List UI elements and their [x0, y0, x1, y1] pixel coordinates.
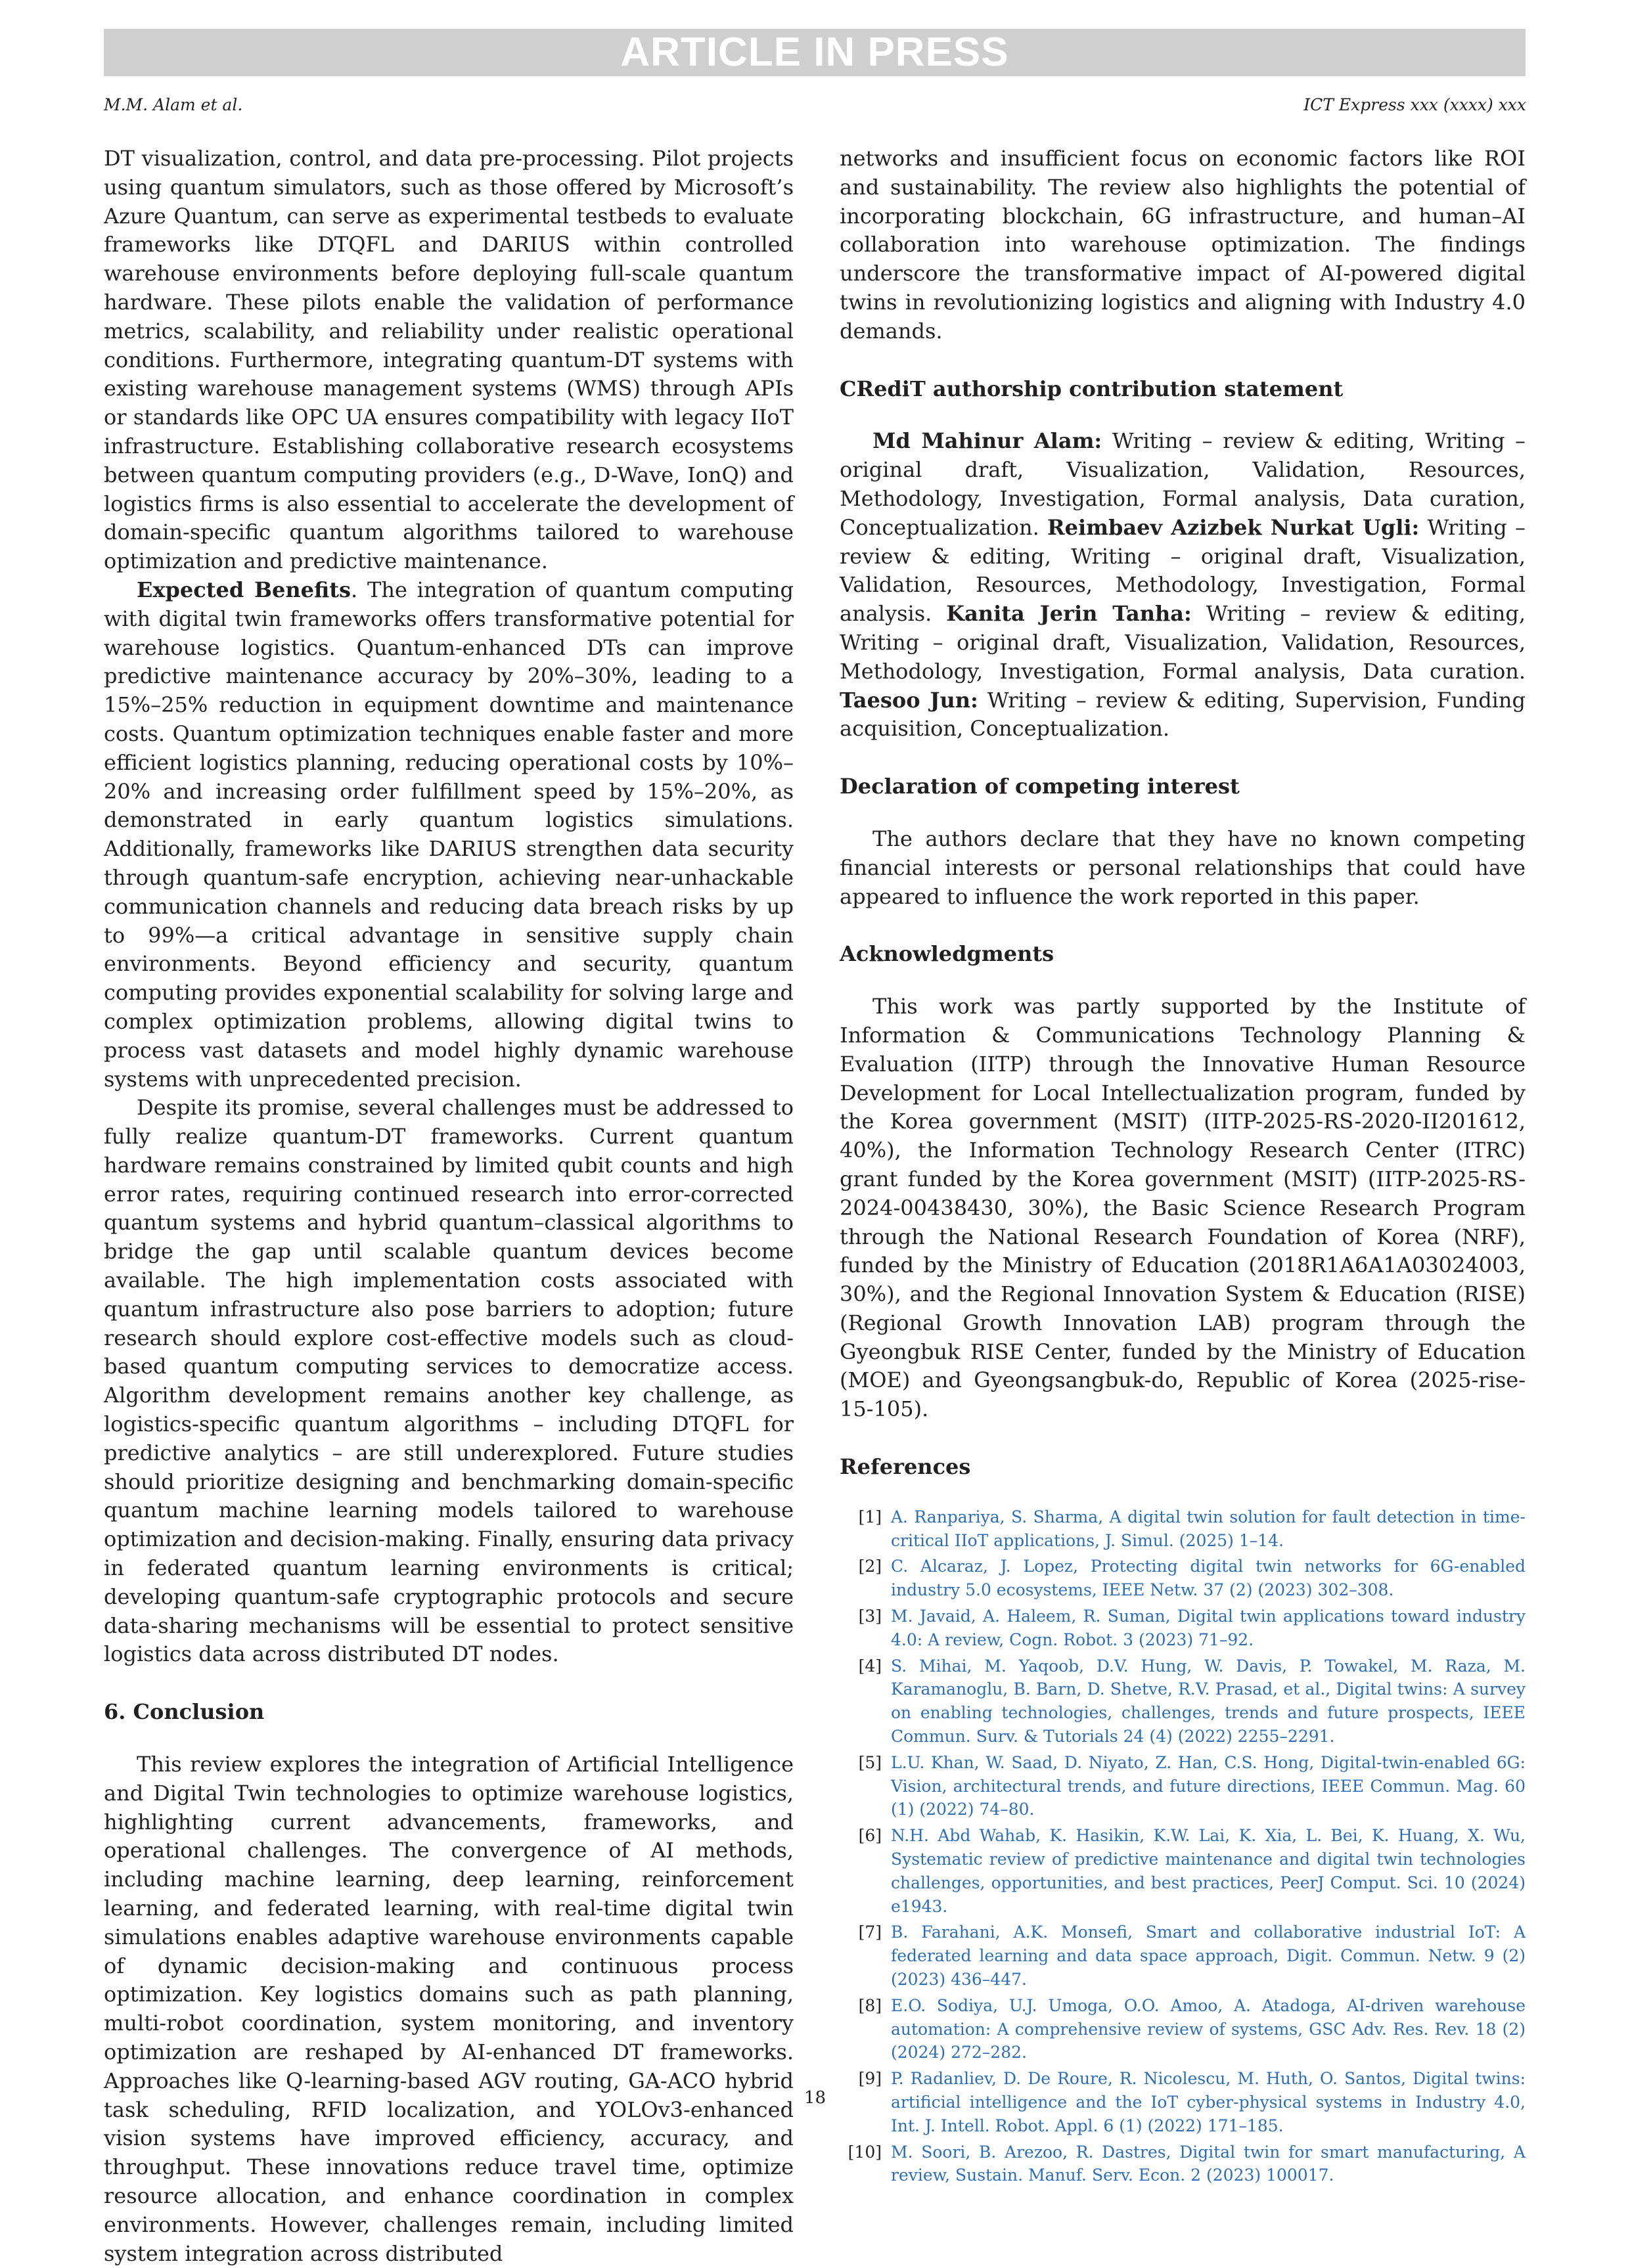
- reference-list: [840, 1505, 1526, 2187]
- reference-number: [2]: [858, 1557, 882, 1576]
- reference-item: [840, 1994, 1526, 2064]
- reference-link[interactable]: B. Farahani, A.K. Monsefi, Smart and collaborative industrial IoT: A federated learning and data space approach, Digit. Commun. Netw. 9 (2) (2023) 436–447.: [891, 1923, 1526, 1990]
- reference-link[interactable]: C. Alcaraz, J. Lopez, Protecting digital twin networks for 6G-enabled industry 5.0 ecosystems, IEEE Netw. 37 (2) (2023) 302–308.: [891, 1557, 1526, 1600]
- running-header-authors: M.M. Alam et al.: [104, 95, 243, 114]
- credit-author-roles: Writing – review & editing, Supervision, Funding acquisition, Conceptualization.: [840, 687, 1526, 742]
- page-number: 18: [804, 2088, 826, 2108]
- reference-item: [840, 1751, 1526, 1821]
- article-in-press-banner: ARTICLE IN PRESS: [104, 29, 1526, 76]
- paragraph-conclusion: This review explores the integration of Artificial Intelligence and Digital Twin technologies to optimize warehouse logistics, highlighting current advancements, frameworks, and operational challenges. The convergence of AI methods, including machine learning, deep learning, reinforcement learning, and federated learning, with real-time digital twin simulations enables adaptive warehouse environments capable of dynamic decision-making and continuous process optimization. Key logistics domains such as path planning, multi-robot coordination, system monitoring, and inventory optimization are reshaped by AI-enhanced DT frameworks. Approaches like Q-learning-based AGV routing, GA-ACO hybrid task scheduling, RFID localization, and YOLOv3-enhanced vision systems have improved efficiency, accuracy, and throughput. These innovations reduce travel time, optimize resource allocation, and enhance coordination in complex environments. However, challenges remain, including limited system integration across distributed: [104, 1752, 794, 2266]
- reference-number: [10]: [848, 2142, 882, 2162]
- reference-link[interactable]: P. Radanliev, D. De Roure, R. Nicolescu, M. Huth, O. Santos, Digital twins: artificial intelligence and the IoT cyber-physical systems in Industry 4.0, Int. J. Intell. Robot. Appl. 6 (1) (2022) 171–185.: [891, 2069, 1526, 2135]
- reference-link[interactable]: M. Soori, B. Arezoo, R. Dastres, Digital twin for smart manufacturing, A review, Sustain. Manuf. Serv. Econ. 2 (2023) 100017.: [891, 2142, 1526, 2185]
- reference-link[interactable]: S. Mihai, M. Yaqoob, D.V. Hung, W. Davis, P. Towakel, M. Raza, M. Karamanoglu, B. Barn, D. Shetve, R.V. Prasad, et al., Digital twins: A survey on enabling technologies, challenges, trends and future prospects, IEEE Commun. Surv. & Tutorials 24 (4) (2022) 2255–2291.: [891, 1656, 1526, 1746]
- section-heading-acknowledgments: Acknowledgments: [840, 941, 1054, 967]
- left-column: [104, 145, 794, 2268]
- right-column: [840, 145, 1526, 2190]
- reference-item: [840, 1655, 1526, 1748]
- section-heading-references: References: [840, 1454, 971, 1480]
- expected-benefits-text: . The integration of quantum computing with digital twin frameworks offers transformative potential for warehouse logistics. Quantum-enhanced DTs can improve predictive maintenance accuracy by 20%–30%, leading to a 15%–25% reduction in equipment downtime and maintenance costs. Quantum optimization techniques enable faster and more efficient logistics planning, reducing operational costs by 10%–20% and increasing order fulfillment speed by 15%–20%, as demonstrated in early quantum logistics simulations. Additionally, frameworks like DARIUS strengthen data security through quantum-safe encryption, achieving near-unhackable communication channels and reducing data breach risks by up to 99%—a critical advantage in sensitive supply chain environments. Beyond efficiency and security, quantum computing provides exponential scalability for solving large and complex optimization problems, allowing digital twins to process vast datasets and model highly dynamic warehouse systems with unprecedented precision.: [104, 577, 794, 1092]
- section-heading-credit: CRediT authorship contribution statement: [840, 376, 1344, 401]
- paragraph-conclusion-continued: networks and insufficient focus on economic factors like ROI and sustainability. The review also highlights the potential of incorporating blockchain, 6G infrastructure, and human–AI collaboration into warehouse optimization. The findings underscore the transformative impact of AI-powered digital twins in revolutionizing logistics and aligning with Industry 4.0 demands.: [840, 146, 1526, 344]
- paragraph-credit: [840, 427, 1526, 744]
- reference-number: [6]: [858, 1826, 882, 1846]
- paragraph-acknowledgments: This work was partly supported by the Institute of Information & Communications Technology Planning & Evaluation (IITP) through the Innovative Human Resource Development for Local Intellectualization program, funded by the Korea government (MSIT) (IITP-2025-RS-2020-II201612, 40%), the Information Technology Research Center (ITRC) grant funded by the Korea government (MSIT) (IITP-2025-RS-2024-00438430, 30%), the Basic Science Research Program through the National Research Foundation of Korea (NRF), funded by the Ministry of Education (2018R1A6A1A03024003, 30%), and the Regional Innovation System & Education (RISE) (Regional Growth Innovation LAB) program through the Gyeongbuk RISE Center, funded by the Ministry of Education (MOE) and Gyeongsangbuk-do, Republic of Korea (2025-rise-15-105).: [840, 994, 1526, 1422]
- credit-author-name: Taesoo Jun:: [840, 687, 978, 713]
- reference-number: [9]: [858, 2069, 882, 2089]
- expected-benefits-lead: Expected Benefits: [137, 577, 351, 602]
- credit-author-roles: Writing – review & editing, Writing – original draft, Visualization, Validation, Resources, Methodology, Investigation, Formal analysis.: [840, 514, 1526, 627]
- reference-link[interactable]: M. Javaid, A. Haleem, R. Suman, Digital twin applications toward industry 4.0: A review, Cogn. Robot. 3 (2023) 71–92.: [891, 1607, 1526, 1649]
- reference-link[interactable]: E.O. Sodiya, U.J. Umoga, O.O. Amoo, A. Atadoga, AI-driven warehouse automation: A comprehensive review of systems, GSC Adv. Res. Rev. 18 (2) (2024) 272–282.: [891, 1995, 1526, 2062]
- reference-link[interactable]: L.U. Khan, W. Saad, D. Niyato, Z. Han, C.S. Hong, Digital-twin-enabled 6G: Vision, architectural trends, and future directions, IEEE Commun. Mag. 60 (1) (2022) 74–80.: [891, 1752, 1526, 1819]
- reference-item: [840, 1555, 1526, 1602]
- reference-number: [4]: [858, 1656, 882, 1676]
- reference-item: [840, 1921, 1526, 1991]
- reference-number: [3]: [858, 1607, 882, 1626]
- running-header-journal: ICT Express xxx (xxxx) xxx: [1303, 95, 1526, 114]
- credit-author-name: Kanita Jerin Tanha:: [946, 601, 1192, 627]
- reference-item: [840, 1605, 1526, 1652]
- reference-item: [840, 1824, 1526, 1918]
- reference-item: [840, 2141, 1526, 2188]
- section-heading-conclusion: 6. Conclusion: [104, 1699, 265, 1725]
- reference-link[interactable]: A. Ranpariya, S. Sharma, A digital twin solution for fault detection in time-critical IIoT applications, J. Simul. (2025) 1–14.: [891, 1507, 1526, 1550]
- credit-author-roles: Writing – review & editing, Writing – original draft, Visualization, Validation, Resources, Methodology, Investigation, Formal analysis, Data curation.: [840, 601, 1526, 684]
- paragraph-pilot-projects: DT visualization, control, and data pre-processing. Pilot projects using quantum simulators, such as those offered by Microsoft’s Azure Quantum, can serve as experimental testbeds to evaluate frameworks like DTQFL and DARIUS within controlled warehouse environments before deploying full-scale quantum hardware. These pilots enable the validation of performance metrics, scalability, and reliability under realistic operational conditions. Furthermore, integrating quantum-DT systems with existing warehouse management systems (WMS) through APIs or standards like OPC UA ensures compatibility with legacy IIoT infrastructure. Establishing collaborative research ecosystems between quantum computing providers (e.g., D-Wave, IonQ) and logistics firms is also essential to accelerate the development of domain-specific quantum algorithms tailored to warehouse optimization and predictive maintenance.: [104, 146, 794, 574]
- reference-item: [840, 1505, 1526, 1553]
- credit-author-name: Reimbaev Azizbek Nurkat Ugli:: [1047, 514, 1420, 540]
- section-heading-competing-interest: Declaration of competing interest: [840, 774, 1240, 799]
- reference-number: [1]: [858, 1507, 882, 1526]
- paragraph-competing-interest: The authors declare that they have no known competing financial interests or personal relationships that could have appeared to influence the work reported in this paper.: [840, 826, 1526, 909]
- reference-link[interactable]: N.H. Abd Wahab, K. Hasikin, K.W. Lai, K. Xia, L. Bei, K. Huang, X. Wu, Systematic review of predictive maintenance and digital twin technologies challenges, opportunities, and best practices, PeerJ Comput. Sci. 10 (2024) e1943.: [891, 1826, 1526, 1916]
- reference-number: [5]: [858, 1752, 882, 1772]
- paragraph-challenges: Despite its promise, several challenges must be addressed to fully realize quantum-DT frameworks. Current quantum hardware remains constrained by limited qubit counts and high error rates, requiring continued research into error-corrected quantum systems and hybrid quantum–classical algorithms to bridge the gap until scalable quantum devices become available. The high implementation costs associated with quantum infrastructure also pose barriers to adoption; future research should explore cost-effective models such as cloud-based quantum computing services to democratize access. Algorithm development remains another key challenge, as logistics-specific quantum algorithms – including DTQFL for predictive analytics – are still underexplored. Future studies should prioritize designing and benchmarking domain-specific quantum machine learning models tailored to warehouse optimization and decision-making. Finally, ensuring data privacy in federated quantum learning environments is critical; developing quantum-safe cryptographic protocols and secure data-sharing mechanisms will be essential to protect sensitive logistics data across distributed DT nodes.: [104, 1095, 794, 1667]
- credit-author-name: Md Mahinur Alam:: [872, 428, 1102, 454]
- paragraph-expected-benefits: [104, 576, 794, 1094]
- credit-author-roles: Writing – review & editing, Writing – original draft, Visualization, Validation, Resources, Methodology, Investigation, Formal analysis, Data curation, Conceptualization.: [840, 428, 1526, 540]
- reference-number: [7]: [858, 1923, 882, 1942]
- reference-number: [8]: [858, 1995, 882, 2015]
